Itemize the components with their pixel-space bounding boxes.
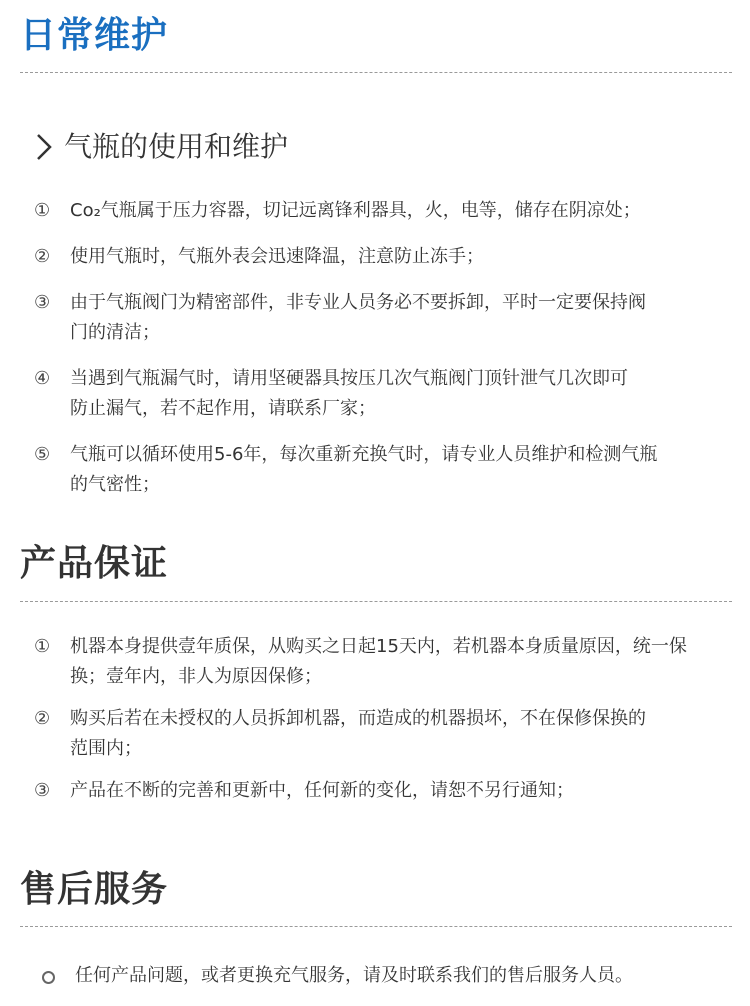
list-item: [34, 196, 738, 226]
item-text: 由于气瓶阀门为精密部件，非专业人员务必不要拆卸，平时一定要保持阀 门的清洁；: [70, 292, 646, 343]
item-text: Co₂气瓶属于压力容器，切记远离锋利器具，火，电等，储存在阴凉处；: [70, 200, 641, 221]
item-number: ⑤: [34, 444, 51, 465]
item-text: 任何产品问题，或者更换充气服务，请及时联系我们的售后服务人员。: [75, 965, 633, 986]
circle-bullet-icon: [42, 971, 55, 984]
item-number: ③: [34, 292, 51, 313]
item-text: 气瓶可以循环使用5-6年，每次重新充换气时，请专业人员维护和检测气瓶 的气密性；: [70, 444, 658, 495]
subheading-gas-cylinder: [34, 132, 288, 162]
item-number: ①: [34, 636, 51, 657]
section-divider: [20, 72, 732, 73]
list-item: [34, 242, 738, 272]
section-title-maintenance: 日常维护: [20, 15, 169, 56]
list-item: [34, 776, 738, 806]
list-item: [34, 632, 738, 692]
section-title-warranty: 产品保证: [20, 543, 169, 584]
item-number: ④: [34, 368, 51, 389]
list-item: [34, 364, 738, 424]
item-number: ①: [34, 200, 51, 221]
list-item: [34, 440, 738, 500]
item-number: ②: [34, 708, 51, 729]
item-text: 机器本身提供壹年质保，从购买之日起15天内，若机器本身质量原因，统一保 换；壹年内，非人为原因保修；: [70, 636, 687, 687]
item-text: 当遇到气瓶漏气时，请用坚硬器具按压几次气瓶阀门顶针泄气几次即可 防止漏气，若不起作用，请联系厂家；: [70, 368, 628, 419]
item-text: 购买后若在未授权的人员拆卸机器，而造成的机器损坏，不在保修保换的 范围内；: [70, 708, 646, 759]
section-divider: [20, 601, 732, 602]
list-item: [34, 961, 738, 991]
list-item: [34, 704, 738, 764]
item-text: 产品在不断的完善和更新中，任何新的变化，请恕不另行通知；: [70, 780, 574, 801]
warranty-list: [34, 632, 738, 806]
item-text: 使用气瓶时，气瓶外表会迅速降温，注意防止冻手；: [70, 246, 484, 267]
subheading-text: 气瓶的使用和维护: [64, 130, 289, 163]
item-number: ②: [34, 246, 51, 267]
after-sales-list: [34, 961, 738, 991]
list-item: [34, 288, 738, 348]
item-number: ③: [34, 780, 51, 801]
section-title-after-sales: 售后服务: [20, 869, 169, 910]
chevron-right-icon: [34, 132, 54, 162]
maintenance-list: [34, 196, 738, 500]
section-divider: [20, 926, 732, 927]
